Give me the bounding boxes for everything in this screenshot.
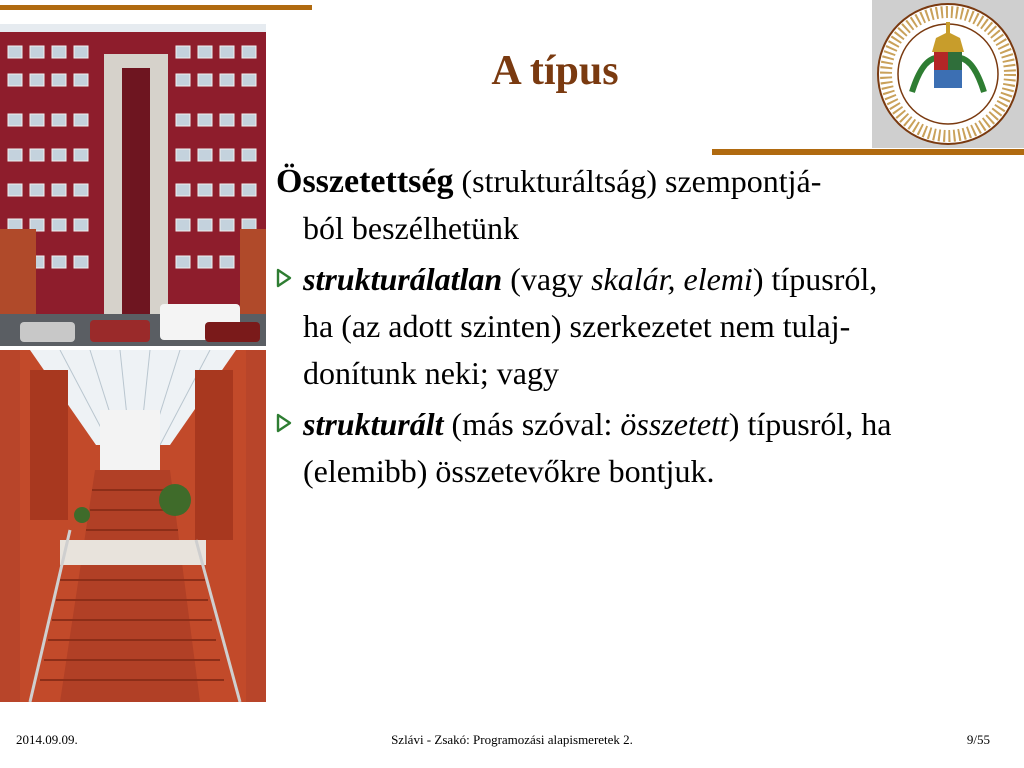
top-accent-rule [0,5,312,10]
bullet-text: (más szóval: [443,406,621,442]
bullet-term: strukturált [303,406,444,442]
bullet-term: strukturálatlan [303,261,503,297]
bullet-alt-term: összetett [620,406,729,442]
right-accent-rule [712,149,1024,155]
intro-lead-term: Összetettség [276,163,454,200]
arrow-bullet-icon [276,268,292,288]
slide-title: A típus [491,48,619,94]
intro-paragraph [276,158,1011,252]
footer-title: Szlávi - Zsakó: Programozási alapismeretek 2. [391,732,633,747]
bullet-alt-term: skalár, elemi [591,261,753,297]
footer-date: 2014.09.09. [16,732,78,747]
bullet-item-structured [276,401,1011,495]
intro-continuation: ból beszélhetünk [303,210,519,246]
university-seal-logo [872,0,1024,148]
intro-rest: (strukturáltság) szempontjá- [453,163,822,199]
bullet-line: donítunk neki; vagy [303,355,559,391]
bullet-line: (elemibb) összetevőkre bontjuk. [303,453,715,489]
building-photo [0,24,266,346]
arrow-bullet-icon [276,413,292,433]
page-number: 9/55 [966,732,990,747]
bullet-text: (vagy [502,261,592,297]
staircase-photo [0,350,266,702]
bullet-line: ha (az adott szinten) szerkezetet nem tulaj- [303,308,851,344]
slide-body [276,158,1011,495]
bullet-text: ) típusról, [752,261,878,297]
bullet-text: ) típusról, ha [728,406,892,442]
bullet-item-unstructured [276,256,1011,397]
